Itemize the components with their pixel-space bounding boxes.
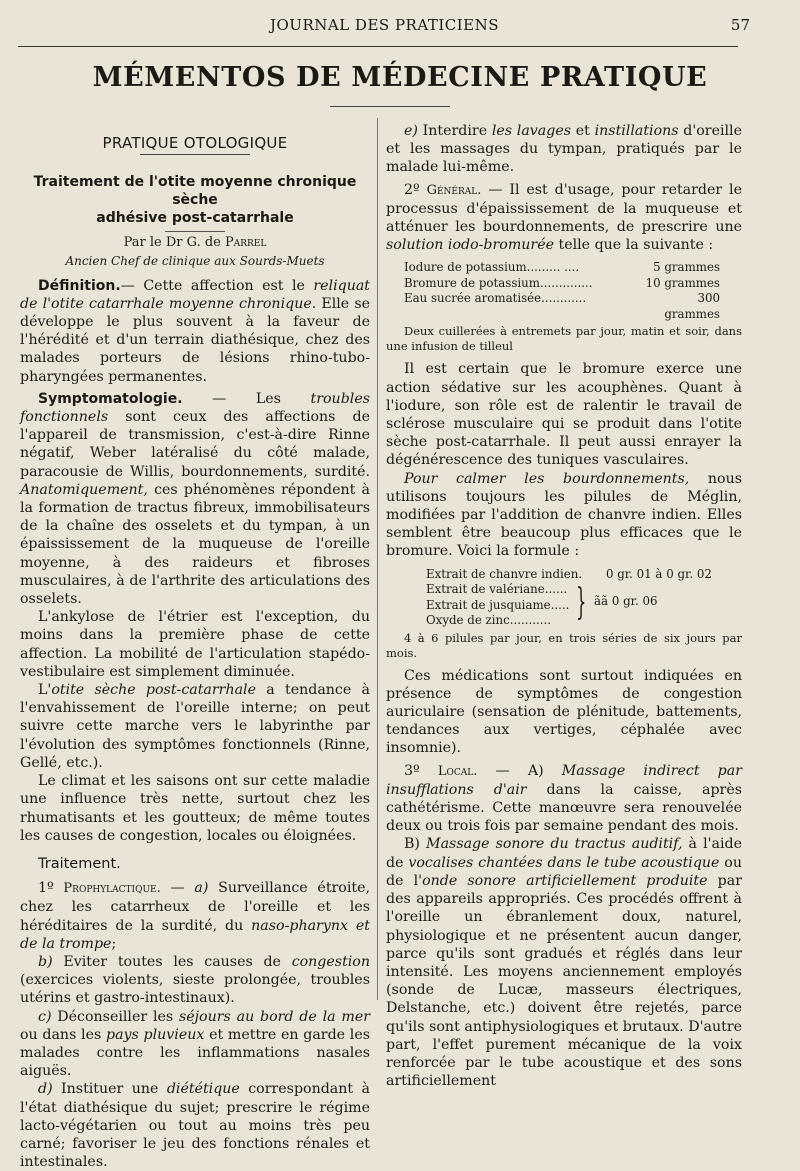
quantity: 5 grammes bbox=[653, 260, 720, 275]
text-italic: a) bbox=[194, 880, 209, 897]
item-d-paragraph bbox=[20, 1080, 370, 1171]
text: Déconseiller les bbox=[51, 1008, 179, 1025]
text: 3º bbox=[404, 762, 438, 779]
text-italic: otite sèche post-catarrhale bbox=[51, 682, 256, 699]
text: à l'aide de bbox=[386, 836, 742, 871]
quantity: ãã 0 gr. 06 bbox=[594, 593, 658, 608]
text: par des appareils appropriés. Ces procédés offrent à l'oreille un ébranlement doux, naturel, physiologique et ne présentent aucun danger, parce qu'ils sont gradués et réglés dans leur intensité. Les moyens anciennement employés (sonde de Lucæ, masseurs électriques, Delstanche, etc.) doivent être rejetés, parce qu'ils sont antiphysiologiques et brutaux. D'autre part, l'effet purement mécanique de la voix renforcée par le tube acoustique et des sons artificiellement bbox=[386, 872, 743, 1090]
text: — A) bbox=[477, 762, 562, 779]
ingredient: Extrait de jusquiame..... bbox=[426, 597, 570, 612]
local-paragraph bbox=[386, 762, 742, 836]
text: ou de l' bbox=[386, 854, 742, 889]
definition-label: Définition. bbox=[38, 277, 121, 294]
article-title bbox=[20, 173, 370, 227]
text-italic: Pour calmer les bourdonnements, bbox=[404, 470, 690, 487]
text-italic: troubles fonctionnels bbox=[20, 390, 370, 426]
item-e-paragraph bbox=[386, 122, 742, 177]
prophylactic-label: Prophylactique. bbox=[63, 881, 161, 897]
text-italic: Anatomiquement, bbox=[20, 481, 148, 498]
quantity: 300 grammes bbox=[664, 291, 720, 321]
article-title-line2: adhésive post-catarrhale bbox=[96, 210, 294, 227]
item-c-paragraph bbox=[20, 1008, 370, 1081]
sound-massage-paragraph bbox=[386, 835, 742, 1090]
quantity: 0 gr. 01 à 0 gr. 02 bbox=[606, 566, 712, 581]
text-italic: vocalises chantées dans le tube acoustique bbox=[408, 854, 720, 871]
text: Eviter toutes les causes de bbox=[52, 953, 292, 970]
prescription-line bbox=[404, 260, 742, 276]
text-italic: pays pluvieux bbox=[105, 1026, 205, 1043]
right-column bbox=[386, 122, 742, 1090]
text-italic: b) bbox=[38, 953, 53, 970]
symptomatology-label: Symptomatologie. bbox=[38, 390, 183, 407]
text: ces phénomènes répondent à la formation de tractus fibreux, immobilisateurs de la chaîne des osselets et du tympan, à un épaississement de la muqueuse de l'oreille moyenne, à des raideurs et fibroses musculaires, à de l'arthrite des articulations des osselets. bbox=[20, 481, 370, 608]
prescription-1 bbox=[404, 260, 742, 322]
prescription-2-note: 4 à 6 pilules par jour, en trois séries de six jours par mois. bbox=[386, 630, 742, 660]
author-role: Ancien Chef de clinique aux Sourds-Muets bbox=[65, 254, 325, 269]
text: Instituer une bbox=[52, 1081, 167, 1098]
article-rule bbox=[165, 231, 225, 232]
text-italic: onde sonore artificiellement produite bbox=[422, 872, 708, 889]
title-rule bbox=[330, 106, 450, 107]
text: correspondant à l'état diathésique du sujet; prescrire le régime lacto-végétarien ou tout au moins très peu carné; favoriser le jeu des fonctions rénales et intestinales. bbox=[20, 1081, 370, 1171]
brace-icon: } bbox=[576, 581, 587, 623]
text: . Elle se développe le plus souvent à la faveur de l'hérédité et d'un terrain diathésique, chez des malades porteurs de lésions rhino-tubo-pharyngées permanentes. bbox=[20, 295, 370, 385]
bromide-paragraph: Il est certain que le bromure exerce une action sédative sur les acouphènes. Quant à l'iodure, son rôle est de ralentir le travail de sclérose musculaire qui se produit dans l'otite sèche post-catarrhale. Il peut aussi enrayer la dégénérescence des tuniques vasculaires. bbox=[386, 361, 742, 469]
climate-paragraph: Le climat et les saisons ont sur cette maladie une influence très nette, surtout chez les rhumatisants et les goutteux; de même toutes les causes de congestion, locales ou éloignées. bbox=[20, 773, 370, 844]
running-header bbox=[0, 16, 800, 36]
text: 1º bbox=[38, 880, 64, 897]
ingredient: Bromure de potassium.............. bbox=[404, 275, 593, 290]
quantity: 10 grammes bbox=[645, 275, 720, 290]
text: — Les bbox=[182, 390, 311, 407]
general-paragraph bbox=[386, 181, 742, 255]
text: Surveillance étroite, chez les catarrheux de l'oreille et les héréditaires de la surdité, du bbox=[20, 880, 370, 934]
prescription-line bbox=[404, 276, 742, 292]
text-italic: naso-pharynx et de la trompe bbox=[20, 917, 370, 952]
left-column bbox=[20, 122, 370, 1171]
ingredient: Iodure de potassium......... .... bbox=[404, 260, 580, 275]
header-rule bbox=[18, 46, 738, 47]
byline bbox=[20, 234, 370, 252]
text: d'oreille et les massages du tympan, pratiqués par le malade lui-même. bbox=[386, 123, 742, 176]
text: telle que la suivante : bbox=[554, 237, 714, 254]
text: (exercices violents, sieste prolongée, troubles utérins et gastro-intestinaux). bbox=[20, 972, 370, 1007]
text: dans la caisse, après cathétérisme. Cette manœuvre sera renouvelée deux ou trois fois par semaine pendant des mois. bbox=[386, 781, 742, 835]
text: et mettre en garde les malades contre les inflammations nasales aiguës. bbox=[20, 1026, 370, 1080]
section-heading: PRATIQUE OTOLOGIQUE bbox=[102, 134, 288, 152]
byline-prefix: Par le Dr G. de bbox=[123, 235, 225, 251]
text-italic: congestion bbox=[291, 953, 370, 970]
author-name: Parrel bbox=[225, 235, 267, 251]
ingredient: Eau sucrée aromatisée............ bbox=[404, 291, 587, 306]
text: — bbox=[160, 880, 195, 897]
calming-paragraph bbox=[386, 470, 742, 561]
prescription-1-note: Deux cuillerées à entremets par jour, matin et soir, dans une infusion de tilleul bbox=[386, 324, 742, 354]
journal-title: JOURNAL DES PRATICIENS bbox=[270, 16, 500, 34]
text: — Cette affection est le bbox=[120, 277, 314, 294]
ingredient: Extrait de valériane...... bbox=[426, 582, 568, 597]
text: a tendance à l'envahissement de l'oreille interne; on peut suivre cette marche vers le labyrinthe par l'évolution des symptômes fonctionnels (Rinne, Gellé, etc.). bbox=[20, 682, 370, 771]
ingredient: Oxyde de zinc........... bbox=[426, 613, 551, 628]
ankylosis-paragraph: L'ankylose de l'étrier est l'exception, du moins dans la première phase de cette affection. La mobilité de l'articulation stapédo-vestibulaire est simplement diminuée. bbox=[20, 609, 370, 680]
text-italic: Massage sonore du tractus auditif, bbox=[426, 836, 683, 853]
text-italic: Massage indirect par insufflations d'air bbox=[386, 762, 742, 798]
article-title-line1: Traitement de l'otite moyenne chronique sèche bbox=[33, 174, 357, 209]
text-italic: c) bbox=[38, 1008, 52, 1025]
text-italic: e) bbox=[404, 123, 418, 139]
text: B) bbox=[404, 836, 427, 853]
general-label: Général. bbox=[426, 182, 482, 198]
prescription-2 bbox=[426, 567, 742, 629]
text: ou dans les bbox=[20, 1026, 106, 1043]
text: Interdire bbox=[417, 123, 492, 139]
local-label: Local. bbox=[437, 763, 478, 779]
main-title: MÉMENTOS DE MÉDECINE PRATIQUE bbox=[92, 62, 708, 93]
text: — Il est d'usage, pour retarder le processus d'épaississement de la muqueuse et atténuer les bourdonnements, de prescrire une bbox=[386, 181, 742, 236]
medication-paragraph: Ces médications sont surtout indiquées en présence de symptômes de congestion auriculaire (sensation de plénitude, battements, tendances aux vertiges, céphalée avec insomnie). bbox=[386, 667, 742, 757]
text-italic: séjours au bord de la mer bbox=[178, 1008, 371, 1025]
prescription-line bbox=[404, 291, 742, 322]
invasion-paragraph bbox=[20, 681, 370, 772]
page-number: 57 bbox=[730, 16, 750, 34]
text-italic: solution iodo-bromurée bbox=[386, 237, 554, 254]
ingredient: Extrait de chanvre indien. bbox=[426, 566, 583, 581]
text: L' bbox=[38, 682, 52, 699]
text: ; bbox=[111, 935, 117, 952]
text-italic: instillations bbox=[594, 123, 679, 139]
definition-paragraph bbox=[20, 277, 370, 386]
column-divider bbox=[377, 118, 378, 1000]
item-b-paragraph bbox=[20, 953, 370, 1008]
section-rule bbox=[140, 154, 250, 155]
treatment-heading: Traitement. bbox=[38, 855, 121, 872]
text: nous utilisons toujours les pilules de Méglin, modifiées par l'addition de chanvre indien. Elles semblent être beaucoup plus efficaces que le bromure. Voici la formule : bbox=[386, 470, 742, 560]
text-italic: reliquat de l'otite catarrhale moyenne chronique bbox=[20, 277, 370, 312]
text-italic: diététique bbox=[166, 1081, 240, 1098]
text-italic: d) bbox=[38, 1081, 53, 1098]
prophylactic-paragraph bbox=[20, 879, 370, 953]
text: et bbox=[571, 123, 595, 139]
text-italic: les lavages bbox=[491, 123, 572, 139]
text: 2º bbox=[404, 181, 427, 198]
symptomatology-paragraph bbox=[20, 390, 370, 608]
text: sont ceux des affections de l'appareil de transmission, c'est-à-dire Rinne négatif, Weber latéralisé du côté malade, paracousie de Willis, bourdonnements, surdité. bbox=[20, 409, 370, 480]
